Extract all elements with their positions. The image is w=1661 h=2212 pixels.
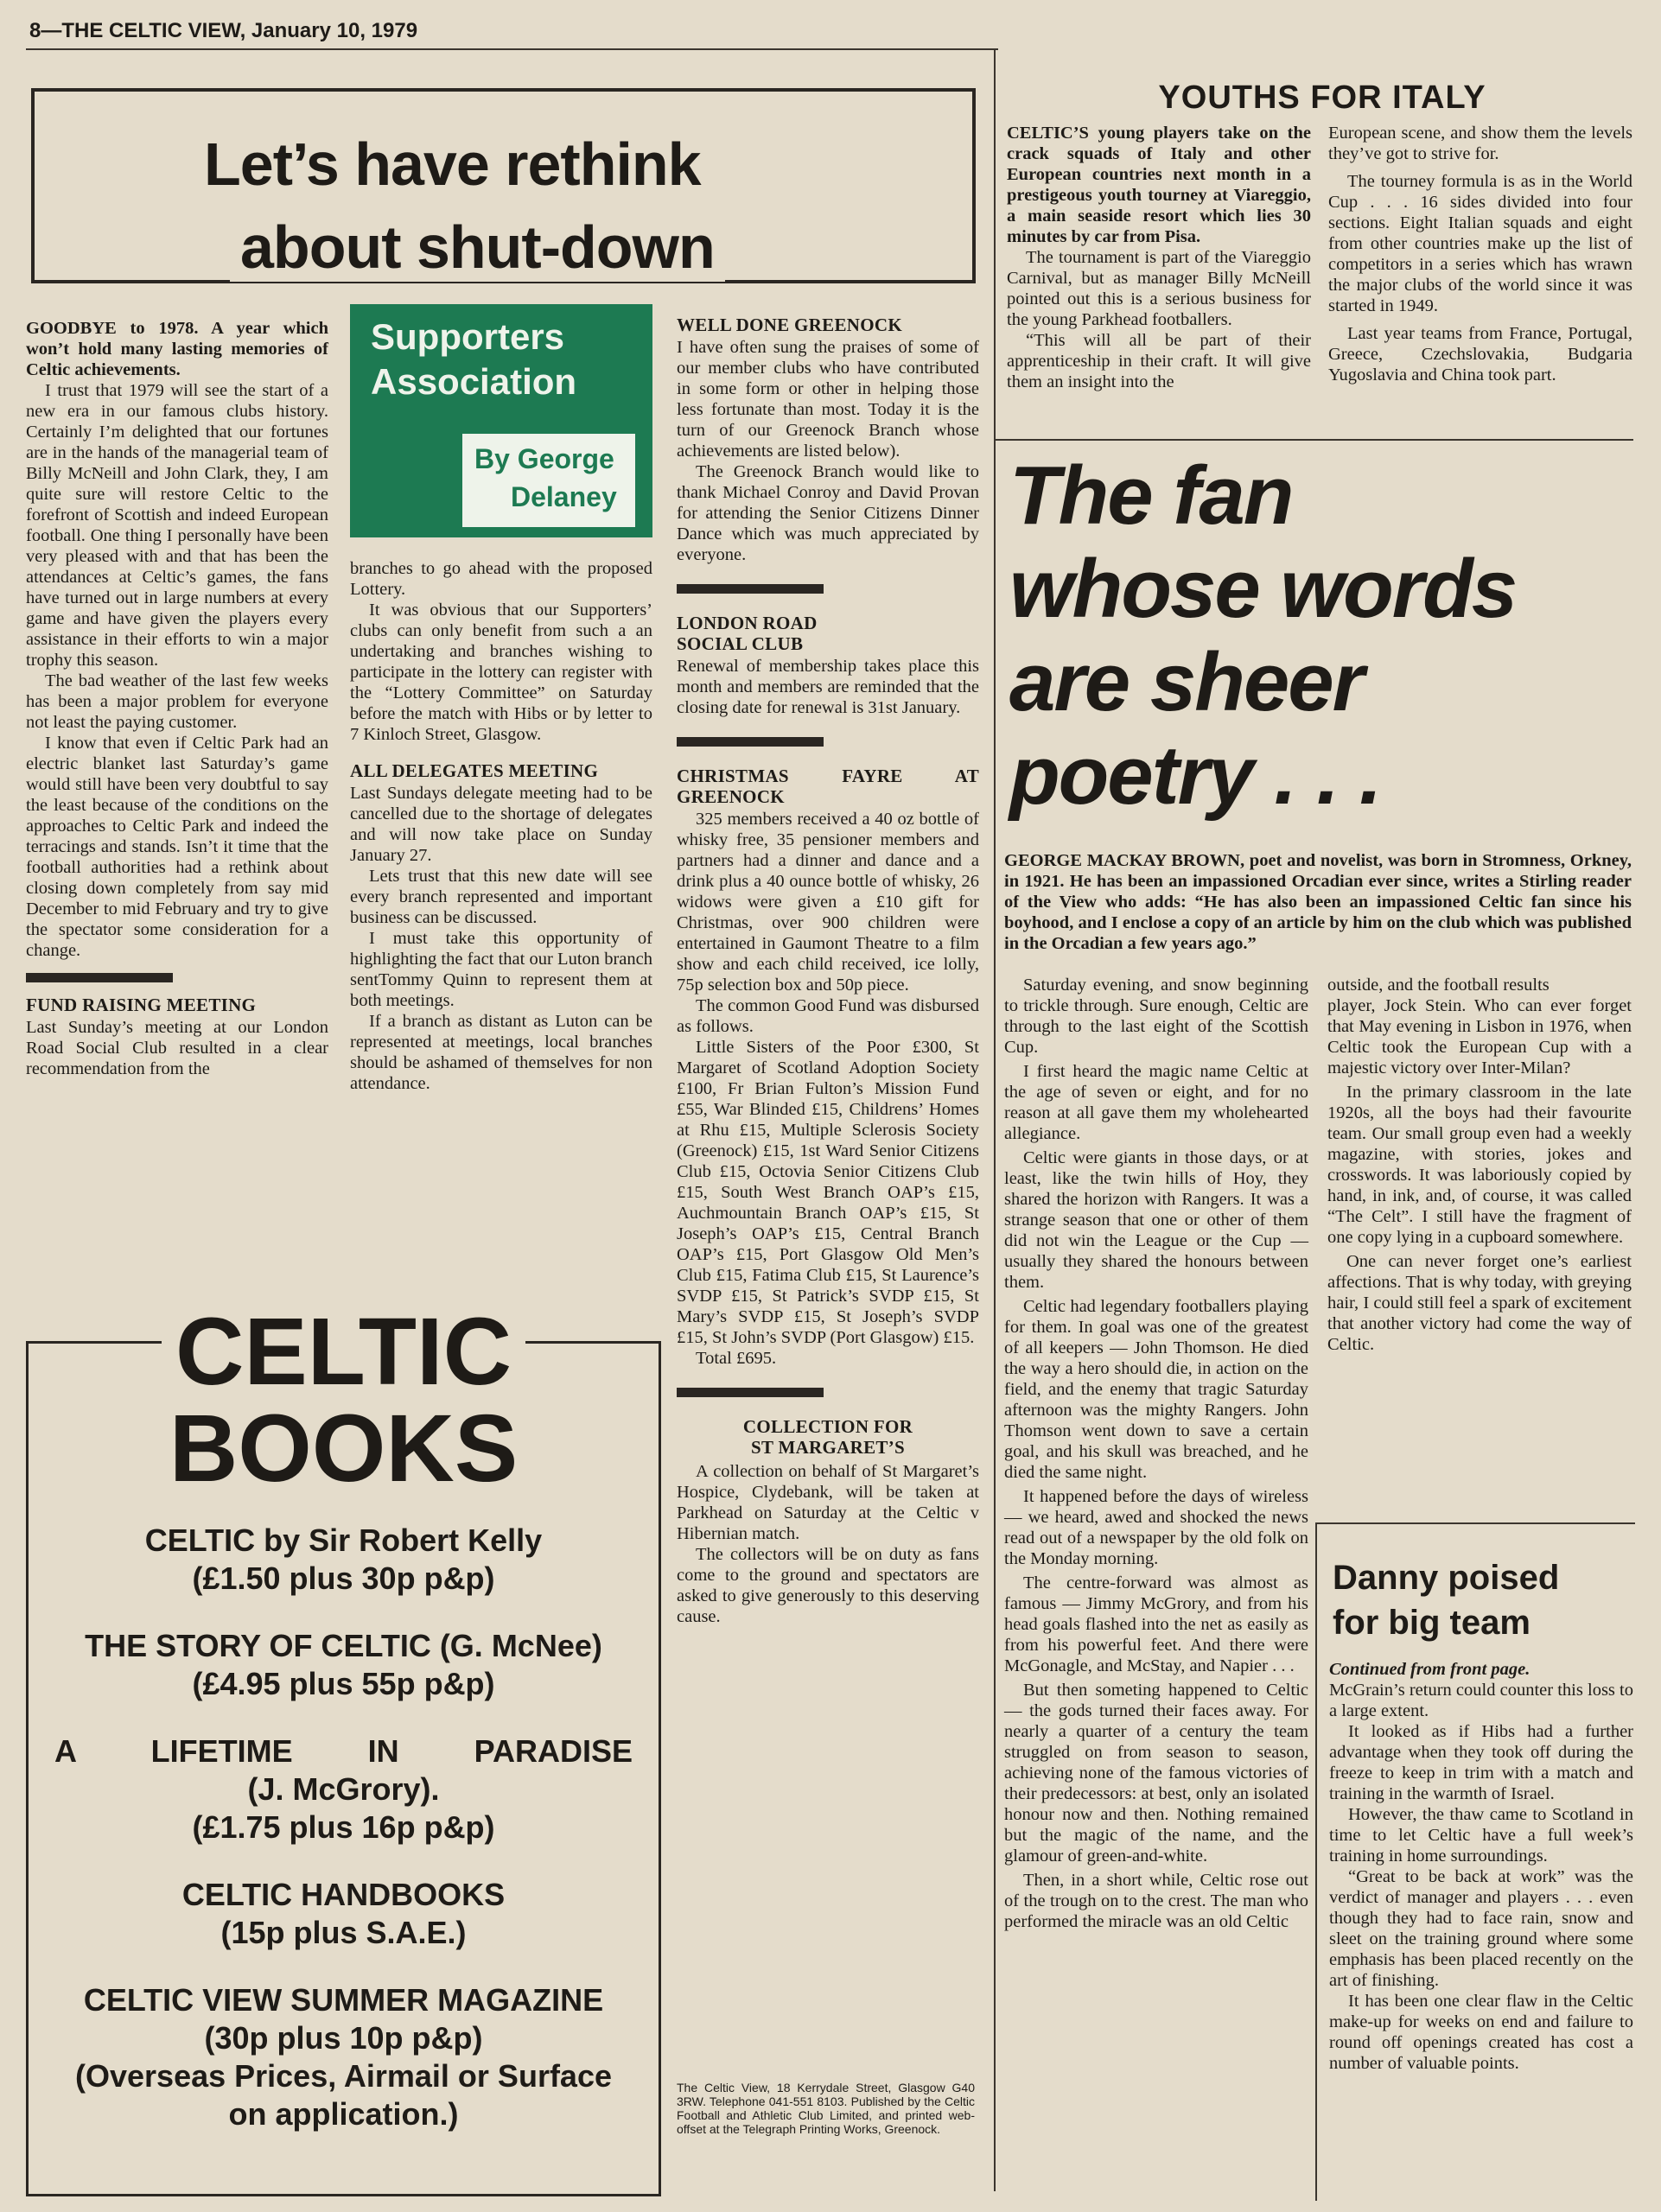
lottery-para-1: branches to go ahead with the proposed Lottery. <box>350 559 652 599</box>
rethink-lead: GOODBYE to 1978. A year which won’t hold many lasting memories of Celtic achievements. <box>26 319 328 379</box>
danny-para-2: It looked as if Hibs had a further advantage when they took off during the freeze to keep in trim with a match and training in the warmth of Israel. <box>1329 1722 1633 1803</box>
danny-continued-note: Continued from front page. <box>1329 1660 1531 1679</box>
christmas-para-2: The common Good Fund was disbursed as follows. <box>677 996 979 1036</box>
london-road-para: Renewal of membership takes place this month and members are reminded that the closing date for renewal is 31st January. <box>677 657 979 717</box>
book-item <box>46 1627 641 1703</box>
column-divider-right <box>994 48 996 2191</box>
book-4-title: CELTIC HANDBOOKS <box>181 1877 506 1912</box>
section-divider <box>26 973 173 982</box>
book-item <box>46 1732 641 1847</box>
fan-para-4: Celtic had legendary footballers playing for them. In goal was one of the greatest of all keepers — John Thomson. He died the way a hero should die, in action on the field, and the enemy that tragic Saturday afternoon was the mighty Rangers. John Thomson went down to save a certain goal, and his skull was breached, and he died the same night. <box>1004 1297 1308 1482</box>
youths-column-2 <box>1328 123 1632 385</box>
rethink-para-3: I know that even if Celtic Park had an electric blanket last Saturday’s game would still have been very doubtful to say the least because of the conditions on the approaches to Celtic Park and indeed the terracings and stands. Isn’t it time that the football authorities had a rethink about closing down completely from say mid December to mid February and try to give the spectator some consideration for a change. <box>26 734 328 960</box>
book-2-title: THE STORY OF CELTIC (G. McNee) <box>85 1628 602 1663</box>
delegates-para-4: If a branch as distant as Luton can be represented at meetings, local branches should be ashamed of themselves for non attendance. <box>350 1012 652 1093</box>
byline-line-1: By George <box>474 443 614 474</box>
lottery-para-2: It was obvious that our Supporters’ clubs can only benefit from such a an undertaking and branches wishing to participate in the lottery can register with the “Lottery Committee” on Saturday before the match with Hibs or by letter to 7 Kinloch Street, Glasgow. <box>350 601 652 744</box>
fan-article-column-1 <box>1004 975 1308 1932</box>
byline-panel <box>462 434 635 527</box>
fan-para-6: The centre-forward was almost as famous — Jimmy McGrory, and from his head goals flashed into the net as easily as from his powerful feet. And there were McGonagle, and McStay, and Napier . . . <box>1004 1573 1308 1675</box>
fan-para-2: I first heard the magic name Celtic at the age of seven or eight, and for no reason at all gave them my wholehearted allegiance. <box>1004 1062 1308 1143</box>
books-title-line-2: BOOKS <box>169 1395 519 1502</box>
book-5-note-1: (Overseas Prices, Airmail or Surface <box>75 2058 612 2094</box>
fan-lead: GEORGE MACKAY BROWN, poet and novelist, was born in Stromness, Orkney, in 1921. He has been an impassioned Orcadian ever since, writes a Stirling reader of the View who adds: “He has also been an impassioned Celtic fan since his boyhood, and I enclose a copy of an article by him on the club which was published in the Orcadian a few years ago.” <box>1004 851 1632 953</box>
danny-para-3: However, the thaw came to Scotland in time to let Celtic have a full week’s training in home surroundings. <box>1329 1805 1633 1866</box>
fan-para-5: It happened before the days of wireless — we heard, awed and shocked the news read out of a newspaper by the old folk on the Monday morning. <box>1004 1487 1308 1568</box>
book-item <box>46 1981 641 2133</box>
publisher-imprint: The Celtic View, 18 Kerrydale Street, Glasgow G40 3RW. Telephone 041-551 8103. Published by the Celtic Football and Athletic Club Limited, and printed web-offset at the Telegraph Printing Works, Greenock. <box>677 2081 975 2136</box>
fan-para-8: Then, in a short while, Celtic rose out of the trough on to the crest. The man who performed the miracle was an old Celtic <box>1004 1871 1308 1931</box>
london-road-heading-2: SOCIAL CLUB <box>677 633 804 654</box>
christmas-total: Total £695. <box>696 1349 777 1368</box>
book-item <box>46 1522 641 1598</box>
london-road-heading-1: LONDON ROAD <box>677 613 818 633</box>
book-5-title: CELTIC VIEW SUMMER MAGAZINE <box>83 1982 604 2018</box>
supporters-box-line-1: Supporters <box>371 316 565 357</box>
fan-headline-line-3: are sheer <box>1009 636 1363 728</box>
fan-article-column-2 <box>1327 975 1632 1355</box>
books-title-line-1: CELTIC <box>162 1299 525 1405</box>
fan-para-1: Saturday evening, and snow beginning to trickle through. Sure enough, Celtic are through to the last eight of the Scottish Cup. <box>1004 976 1308 1057</box>
delegates-heading: ALL DELEGATES MEETING <box>350 760 599 781</box>
fund-raising-para: Last Sunday’s meeting at our London Road Social Club resulted in a clear recommendation from the <box>26 1018 328 1078</box>
greenock-heading: WELL DONE GREENOCK <box>677 315 902 335</box>
fan-headline-line-4: poetry . . . <box>1009 729 1381 822</box>
youths-lead: CELTIC’S young players take on the crack squads of Italy and other European countries next month in a prestigeous youth tourney at Viareggio, a main seaside resort which lies 30 minutes by car from Pisa. <box>1007 124 1311 246</box>
youths-column-1 <box>1007 123 1311 392</box>
fan-lead-paragraph <box>1004 850 1632 954</box>
book-4-price: (15p plus S.A.E.) <box>220 1915 467 1950</box>
rethink-headline-line-1: Let’s have rethink <box>204 130 701 198</box>
collection-para-1: A collection on behalf of St Margaret’s Hospice, Clydebank, will be taken at Parkhead on Saturday at the Celtic v Hibernian match. <box>677 1462 979 1543</box>
greenock-para-1: I have often sung the praises of some of our member clubs who have contributed in some form or other in helping those less fortunate than most. Today it is the turn of our Greenock Branch whose achievements are listed below). <box>677 338 979 461</box>
section-divider <box>677 584 824 594</box>
section-divider <box>677 737 824 747</box>
collection-para-2: The collectors will be on duty as fans come to the ground and spectators are asked to give generously to this deserving cause. <box>677 1545 979 1626</box>
celtic-books-advert <box>26 1299 661 2196</box>
youths-para-4: The tourney formula is as in the World Cup . . . 16 sides divided into four sections. Eight Italian squads and eight from other countries make up the list of competitors in a series which has wrawn the major clubs of the world since it was started in 1949. <box>1328 172 1632 315</box>
delegates-para-2: Lets trust that this new date will see every branch represented and important business can be discussed. <box>350 867 652 927</box>
christmas-para-1: 325 members received a 40 oz bottle of whisky free, 35 pensioner members and partners had a dinner and dance and a drink plus a 40 ounce bottle of whisky, 26 widows were given a £10 gift for Christmas, over 900 children were entertained in Gaumont Theatre to a film show and each child received, ice lolly, 75p selection box and 50p piece. <box>677 810 979 995</box>
youths-para-1: The tournament is part of the Viareggio Carnival, but as manager Billy McNeill pointed out this is a serious business for the young Parkhead footballers. <box>1007 248 1311 329</box>
book-3-author: (J. McGrory). <box>247 1771 440 1807</box>
fan-para-11: In the primary classroom in the late 1920s, all the boys had their favourite team. Our small group even had a weekly magazine, with stories, jokes and crosswords. It was laboriously copied by hand, in ink, and, of course, it was called “The Celt”. I still have the fragment of one copy lying in a cupboard somewhere. <box>1327 1083 1632 1247</box>
danny-para-5: It has been one clear flaw in the Celtic make-up for weeks on end and failure to round off openings created has cost a number of valuable points. <box>1329 1992 1633 2073</box>
supporters-column-3 <box>677 315 979 1627</box>
book-2-price: (£4.95 plus 55p p&p) <box>192 1666 495 1701</box>
fan-para-9: outside, and the football results <box>1327 976 1550 995</box>
danny-headline-line-2: for big team <box>1333 1604 1531 1642</box>
rethink-para-1: I trust that 1979 will see the start of a new era in our famous clubs history. Certainly I’m delighted that our fortunes are in the hands of the managerial team of Billy McNeill and John Clark, they, I am quite sure will restore Celtic to the forefront of Scottish and indeed European football. One thing I personally have been very pleased with and that has been the attendances at Celtic’s games, the fans have turned out in large numbers at every game and have given the players every assistance in their efforts to win a major trophy this season. <box>26 381 328 670</box>
danny-headline-line-1: Danny poised <box>1333 1559 1560 1597</box>
book-1-title: CELTIC by Sir Robert Kelly <box>144 1522 543 1558</box>
youths-headline: YOUTHS FOR ITALY <box>1158 79 1486 116</box>
youths-para-5: Last year teams from France, Portugal, Greece, Czechslovakia, Budgaria Yugoslavia and China took part. <box>1328 324 1632 385</box>
page-header: 8—THE CELTIC VIEW, January 10, 1979 <box>29 19 418 42</box>
fan-headline-line-1: The fan <box>1009 449 1293 542</box>
collection-heading-2: ST MARGARET’S <box>751 1437 905 1458</box>
christmas-heading-2: GREENOCK <box>677 786 785 807</box>
youths-bottom-rule <box>994 439 1633 441</box>
supporters-column-2 <box>350 558 652 1094</box>
danny-article-box <box>1315 1522 1635 2201</box>
fan-headline <box>1009 449 1649 823</box>
supporters-association-box <box>350 304 652 537</box>
rethink-headline-line-2: about shut-down <box>230 213 725 282</box>
fan-para-7: But then someting happened to Celtic — the gods turned their faces away. For nearly a quarter of a century the team struggled on from season to season, achieving none of the famous victories of their predecessors: at best, only an isolated honour now and then. Nothing remained but the magic of the name, and the glamour of green-and-white. <box>1004 1681 1308 1866</box>
book-3-title: A LIFETIME IN PARADISE <box>54 1733 633 1769</box>
greenock-para-2: The Greenock Branch would like to thank Michael Conroy and David Provan for attending the Senior Citizens Dinner Dance which was much appreciated by everyone. <box>677 462 979 564</box>
book-5-price: (30p plus 10p p&p) <box>204 2020 483 2056</box>
section-divider <box>677 1388 824 1397</box>
delegates-para-3: I must take this opportunity of highlighting the fact that our Luton branch sentTommy Quinn to represent them at both meetings. <box>350 929 652 1010</box>
fan-para-3: Celtic were giants in those days, or at least, like the twin hills of Hoy, they shared the horizon with Rangers. It was a strange season that one or other of them did not win the League or the Cup — usually they shared the honours between them. <box>1004 1148 1308 1292</box>
book-item <box>46 1876 641 1952</box>
youths-para-3: European scene, and show them the levels they’ve got to strive for. <box>1328 124 1632 163</box>
books-list <box>46 1522 641 2133</box>
books-title-wrap <box>29 1300 659 1404</box>
danny-para-4: “Great to be back at work” was the verdict of manager and players . . . even though they had to face rain, snow and sleet on the training ground where some emphasis has been placed recently on the art of finishing. <box>1329 1867 1633 1990</box>
supporters-box-line-2: Association <box>371 361 577 402</box>
collection-heading-1: COLLECTION FOR <box>742 1416 913 1437</box>
fund-raising-heading: FUND RAISING MEETING <box>26 995 257 1015</box>
youths-para-2: “This will all be part of their apprenticeship in their craft. It will give them an insight into the <box>1007 331 1311 391</box>
book-1-price: (£1.50 plus 30p p&p) <box>192 1560 495 1596</box>
rethink-headline-box <box>31 88 976 283</box>
rethink-para-2: The bad weather of the last few weeks has been a major problem for everyone not least the paying customer. <box>26 671 328 732</box>
book-5-note-2: on application.) <box>228 2096 459 2132</box>
delegates-para-1: Last Sundays delegate meeting had to be cancelled due to the shortage of delegates and will now take place on Sunday January 27. <box>350 784 652 865</box>
christmas-heading-1: CHRISTMAS FAYRE AT <box>677 766 979 786</box>
rethink-article <box>26 318 328 1079</box>
danny-article-body <box>1329 1659 1633 2074</box>
christmas-para-3: Little Sisters of the Poor £300, St Margaret of Scotland Adoption Society £100, Fr Brian Fulton’s Mission Fund £55, War Blinded £15, Childrens’ Homes at Rhu £15, Multiple Sclerosis Society (Greenock) £15, 1st Ward Senior Citizens Club £15, Octovia Senior Citizens Club £15, South West Branch OAP’s £15, Auchmountain Branch OAP’s £15, St Joseph’s OAP’s £15, Central Branch OAP’s £15, Port Glasgow Old Men’s Club £15, Fatima Club £15, St Laurence’s SVDP £15, St Patrick’s SVDP £15, St Mary’s SVDP £15, St Joseph’s SVDP £15, St John’s SVDP (Port Glasgow) £15. <box>677 1038 979 1347</box>
fan-para-10: player, Jock Stein. Who can ever forget that May evening in Lisbon in 1976, when Celtic took the European Cup with a majestic victory over Inter-Milan? <box>1327 996 1632 1077</box>
byline-line-2: Delaney <box>511 481 617 512</box>
header-rule <box>26 48 998 50</box>
danny-para-1: McGrain’s return could counter this loss to a large extent. <box>1329 1681 1633 1720</box>
book-3-price: (£1.75 plus 16p p&p) <box>192 1809 495 1845</box>
fan-headline-line-2: whose words <box>1009 543 1517 635</box>
fan-para-12: One can never forget one’s earliest affections. That is why today, with greying hair, I could still feel a spark of excitement that another victory had come the way of Celtic. <box>1327 1252 1632 1354</box>
